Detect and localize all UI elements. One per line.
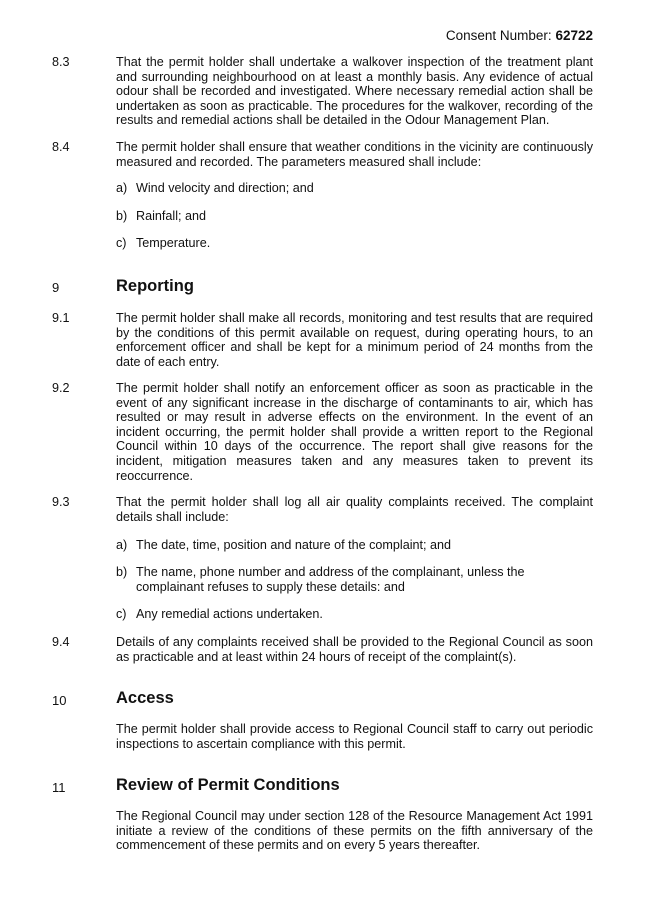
clause-text: The permit holder shall notify an enforcement officer as soon as practicable in the event of any significant increase in the discharge of contaminants to air, which has resulted or may result in adverse effects on the environment. In the event of an incident occurring, the permit holder shall provide a written report to the Regional Council within 10 days of the occurrence. The report shall give reasons for the incident, mitigation measures taken and any measures taken to prevent its reoccurrence. [116,381,593,483]
list-item-text: Temperature. [136,236,211,250]
section-heading: Review of Permit Conditions [116,776,340,794]
section-text: The Regional Council may under section 128 of the Resource Management Act 1991 initiate a review of the conditions of these permits on the fifth anniversary of the commencement of these permits and on every 5 years thereafter. [116,809,593,853]
clause-number: 9.4 [52,635,70,649]
list-item-text: The name, phone number and address of the complainant, unless the complainant refuses to supply these details: and [136,565,525,594]
list-item-text: Rainfall; and [136,209,207,223]
clause-number: 8.3 [52,55,70,69]
list-item-letter: a) [116,538,128,552]
clause-number: 9.2 [52,381,70,395]
clause-text: The permit holder shall ensure that weather conditions in the vicinity are continuously measured and recorded. The parameters measured shall include: [116,140,593,169]
section-number: 11 [52,780,66,795]
section-text: The permit holder shall provide access to Regional Council staff to carry out periodic inspections to ascertain compliance with this permit. [116,722,593,751]
list-item-letter: c) [116,236,127,250]
section-heading: Access [116,689,174,707]
clause-number: 8.4 [52,140,70,154]
consent-number-header [446,28,593,43]
clause-text: The permit holder shall make all records, monitoring and test results that are required by the conditions of this permit available on request, during operating hours, to an enforcement officer and shall be kept for a minimum period of 24 months from the date of each entry. [116,311,593,369]
list-item-letter: b) [116,565,128,579]
section-number: 10 [52,693,67,708]
list-item-letter: b) [116,209,128,223]
consent-number: 62722 [555,28,593,43]
clause-number: 9.1 [52,311,70,325]
clause-text: Details of any complaints received shall be provided to the Regional Council as soon as practicable and at least within 24 hours of receipt of the complaint(s). [116,635,593,664]
list-item-text: The date, time, position and nature of the complaint; and [136,538,452,552]
clause-text: That the permit holder shall undertake a walkover inspection of the treatment plant and surrounding neighbourhood on at least a monthly basis. Any evidence of actual odour shall be recorded and investigated. Where necessary remedial action shall be undertaken as soon as practicable. The procedures for the walkover, recording of the results and remedial actions shall be detailed in the Odour Management Plan. [116,55,593,128]
list-item-text: Any remedial actions undertaken. [136,607,323,621]
clause-text: That the permit holder shall log all air quality complaints received. The complaint details shall include: [116,495,593,524]
consent-label: Consent Number: [445,28,552,43]
list-item-letter: a) [116,181,128,195]
list-item-letter: c) [116,607,127,621]
list-item-text: Wind velocity and direction; and [136,181,314,195]
section-number: 9 [52,280,60,295]
section-heading: Reporting [116,277,194,295]
clause-number: 9.3 [52,495,70,509]
